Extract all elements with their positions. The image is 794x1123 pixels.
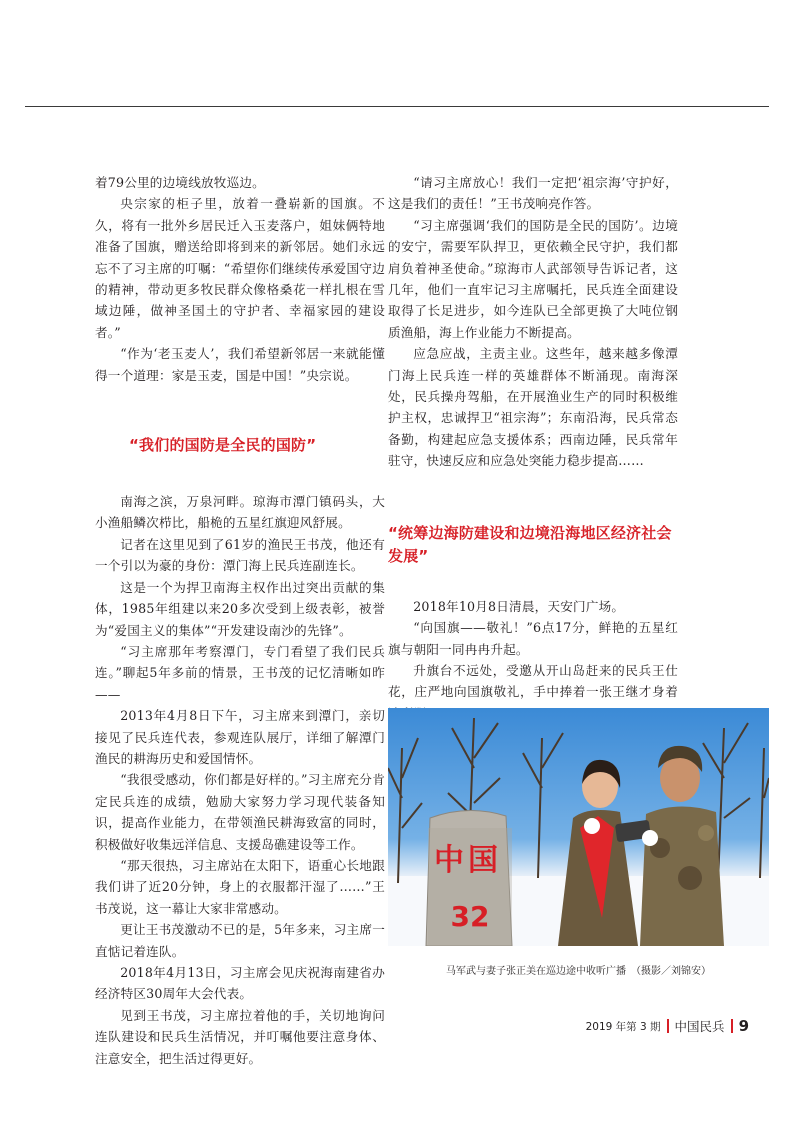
paragraph: 着79公里的边境线放牧巡边。	[95, 175, 265, 190]
paragraph: 2018年10月8日清晨，天安门广场。	[413, 598, 625, 614]
paragraph: 2018年4月13日，习主席会见庆祝海南建省办经济特区30周年大会代表。	[95, 965, 385, 1002]
paragraph: 升旗台不远处，受邀从开山岛赶来的民兵王仕花，庄严地向国旗敬礼，手中捧着一张王继才身着	[388, 662, 678, 700]
paragraph: 央宗家的柜子里，放着一叠崭新的国旗。不久，将有一批外乡居民迁入玉麦落户，姐妹俩特地准备了国旗，赠送给即将到来的新邻居。她们永远忘不了习主席的叮嘱：“希望你们继续传承爱国守边的精神，带动更多牧民群众像格桑花一样扎根在雪域边陲，做神圣国土的守护者、幸福家园的建设者。”	[95, 196, 385, 340]
photo-illustration	[388, 708, 769, 946]
footer-divider	[667, 1019, 669, 1033]
paragraph: “习主席强调‘我们的国防是全民的国防’。边境的安宁，需要军队捍卫，更依赖全民守护，我们都肩负着神圣使命。”琼海市人武部领导告诉记者，这几年，他们一直牢记习主席嘱托，民兵连全面建设取得了长足进步，如今连队已全部更换了大吨位钢质渔船，海上作业能力不断提高。	[388, 217, 678, 340]
page-number: 9	[738, 1017, 749, 1035]
paragraph: “习主席那年考察潭门，专门看望了我们民兵连。”聊起5年多前的情景，王书茂的记忆清晰如昨——	[95, 643, 385, 702]
paragraph: “请习主席放心！我们一定把‘祖宗海’守护好，这是我们的责任！”王书茂响亮作答。	[388, 175, 678, 212]
right-column	[388, 172, 678, 724]
paragraph: 记者在这里见到了61岁的渔民王书茂，他还有一个引以为豪的身份：潭门海上民兵连副连长。	[95, 536, 385, 574]
footer-divider	[731, 1019, 733, 1033]
paragraph: 这是一个为捍卫南海主权作出过突出贡献的集体，1985年组建以来20多次受到上级表彰，被誉为“爱国主义的集体”“开发建设南沙的先锋”。	[95, 579, 385, 638]
paragraph: 更让王书茂激动不已的是，5年多来，习主席一直惦记着连队。	[95, 922, 385, 959]
paragraph: “那天很热，习主席站在太阳下，语重心长地跟我们讲了近20分钟，身上的衣服都汗湿了……”王书茂说，这一幕让大家非常感动。	[95, 857, 385, 916]
paragraph: 应急应战，主责主业。这些年，越来越多像潭门海上民兵连一样的英雄群体不断涌现。南海深处，民兵操舟驾船，在开展渔业生产的同时积极维护主权，忠诚捍卫“祖宗海”；东南沿海，民兵常态备勤，构建起应急支援体系；西南边陲，民兵常年驻守，快速反应和应急处突能力稳步提高……	[388, 346, 678, 469]
paragraph: 2013年4月8日下午，习主席来到潭门，亲切接见了民兵连代表，参观连队展厅，详细了解潭门渔民的耕海历史和爱国情怀。	[95, 708, 385, 766]
paragraph: “作为‘老玉麦人’，我们希望新邻居一来就能懂得一个道理：家是玉麦，国是中国！”央宗说。	[95, 346, 385, 383]
section-heading: “我们的国防是全民的国防”	[129, 436, 317, 455]
man-figure	[640, 746, 724, 946]
paragraph: 见到王书茂，习主席拉着他的手，关切地询问连队建设和民兵生活情况，并叮嘱他要注意身体、注意安全，把生活过得更好。	[95, 1007, 385, 1066]
marker-label-number: 32	[450, 900, 490, 933]
magazine-name: 中国民兵	[674, 1019, 725, 1034]
photo-caption: 马军武与妻子张正美在巡边途中收听广播 （摄影／刘锦安）	[446, 966, 711, 977]
woman-figure	[558, 760, 638, 946]
paragraph: “我很受感动，你们都是好样的。”习主席充分肯定民兵连的成绩，勉励大家努力学习现代装备知识，提高作业能力，在带领渔民耕海致富的同时，积极做好收集远洋信息、支援岛礁建设等工作。	[95, 772, 385, 852]
paragraph: “向国旗——敬礼！”6点17分，鲜艳的五星红旗与朝阳一同冉冉升起。	[388, 620, 678, 657]
left-column	[95, 172, 385, 1069]
marker-label-china: 中国	[434, 843, 502, 878]
header-rule	[25, 106, 769, 107]
section-heading: “统筹边海防建设和边境沿海地区经济社会发展”	[388, 523, 672, 565]
page-footer	[586, 1017, 749, 1035]
issue-label: 2019 年第 3 期	[585, 1020, 661, 1033]
paragraph: 南海之滨，万泉河畔。琼海市潭门镇码头，大小渔船鳞次栉比，船桅的五星红旗迎风舒展。	[95, 494, 385, 531]
border-patrol-photo	[388, 708, 769, 946]
